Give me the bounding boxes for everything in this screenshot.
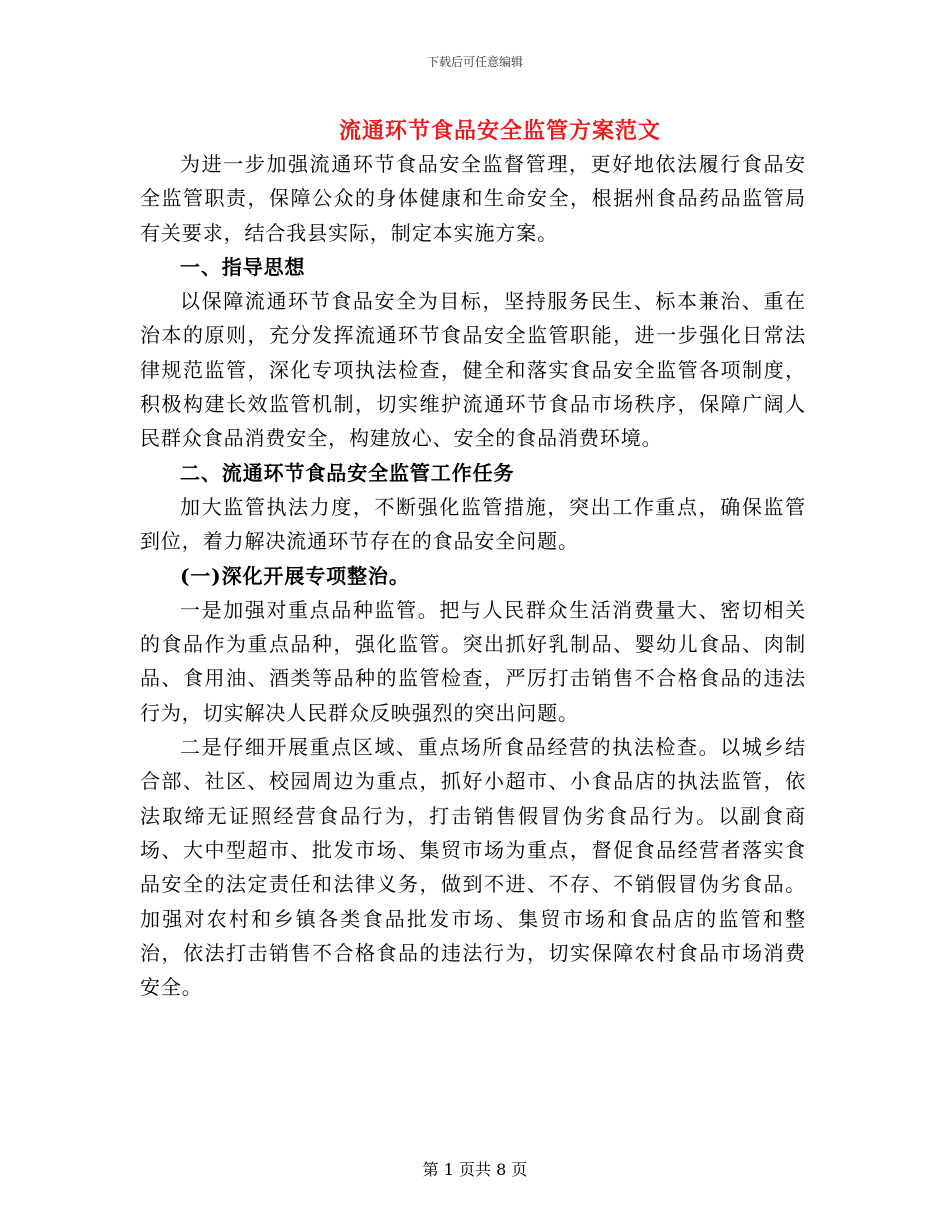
key-areas-paragraph: 二是仔细开展重点区域、重点场所食品经营的执法检查。以城乡结合部、社区、校园周边为重点，抓好小超市、小食品店的执法监管，依法取缔无证照经营食品行为，打击销售假冒伪劣食品行为。以副食商场、大中型超市、批发市场、集贸市场为重点，督促食品经营者落实食品安全的法定责任和法律义务，做到不进、不存、不销假冒伪劣食品。加强对农村和乡镇各类食品批发市场、集贸市场和食品店的监管和整治，依法打击销售不合格食品的违法行为，切实保障农村食品市场消费安全。 [140,735,806,1000]
section-heading-guiding-ideology: 一、指导思想 [180,254,306,279]
header-note: 下载后可任意编辑 [426,55,523,69]
document-title: 流通环节食品安全监管方案范文 [338,118,661,144]
key-varieties-paragraph: 一是加强对重点品种监管。把与人民群众生活消费量大、密切相关的食品作为重点品种，强化监管。突出抓好乳制品、婴幼儿食品、肉制品、食用油、酒类等品种的监管检查，严厉打击销售不合格食品的违法行为，切实解决人民群众反映强烈的突出问题。 [140,597,806,725]
document-body [140,147,806,1004]
guiding-ideology-paragraph: 以保障流通环节食品安全为目标，坚持服务民生、标本兼治、重在治本的原则，充分发挥流通环节食品安全监管职能，进一步强化日常法律规范监管，深化专项执法检查，健全和落实食品安全监管各项制度，积极构建长效监管机制，切实维护流通环节食品市场秩序，保障广阔人民群众食品消费安全，构建放心、安全的食品消费环境。 [140,289,806,451]
tasks-paragraph: 加大监管执法力度，不断强化监管措施，突出工作重点，确保监管到位，着力解决流通环节存在的食品安全问题。 [140,494,806,554]
subsection-heading-special-rectification: (一)深化开展专项整治。 [180,563,410,588]
page-footer: 第 1 页共 8 页 [422,1160,528,1179]
section-heading-tasks: 二、流通环节食品安全监管工作任务 [180,460,515,485]
intro-paragraph: 为进一步加强流通环节食品安全监督管理，更好地依法履行食品安全监管职责，保障公众的身体健康和生命安全，根据州食品药品监管局有关要求，结合我县实际，制定本实施方案。 [140,152,806,245]
